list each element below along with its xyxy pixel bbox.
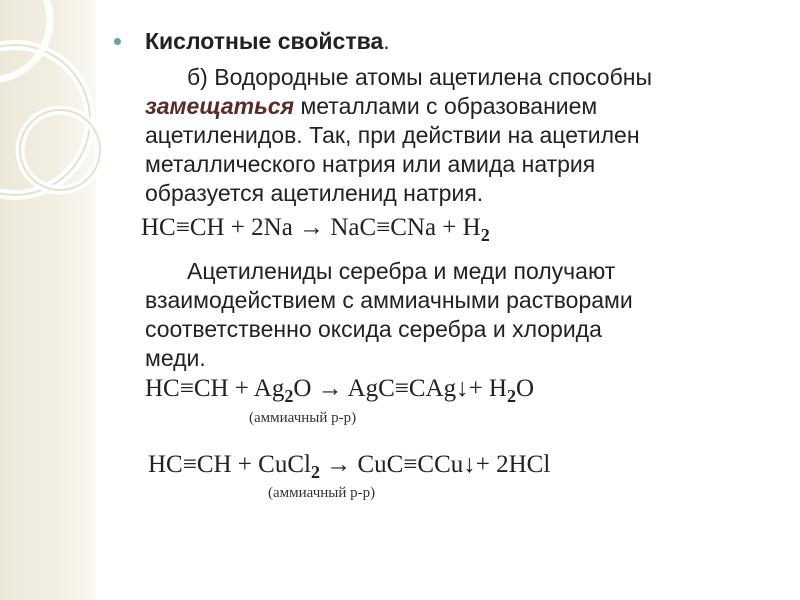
note-ammonia-2: (аммиачный р-р) [268,485,376,501]
equation-copper: HC≡CH + CuCl$_2$ → CuC≡CCu↓+ 2HCl [148,451,551,482]
para1-line5: образуется ацетиленид натрия. [145,180,484,206]
para2-line3: соответственно оксида серебра и хлорида [145,316,602,342]
equation-sodium: $HC\equiv CH + 2Na \to NaC\equiv CNa + H_2$ [141,214,490,245]
para2-line1: Ацетилениды серебра и меди получают [187,258,616,284]
para2-line4: меди. [145,345,206,371]
para1-line3: ацетиленидов. Так, при действии на ацетилен [145,122,640,148]
equation-silver: $HC\equiv CH + Ag_2O$ → AgC≡CAg↓+ $H_2O$ [145,375,535,406]
emphasized-word: замещаться [145,93,295,119]
note-ammonia-1: (аммиачный р-р) [249,410,357,426]
bullet-icon [114,38,121,45]
para1-line2: замещаться металлами с образованием [145,93,598,119]
decorative-rings [0,0,160,260]
para1-line4: металлического натрия или амида натрия [145,151,596,177]
para2-line2: взаимодействием с аммиачными растворами [145,287,633,313]
para1-line1: б) Водородные атомы ацетилена способны [187,64,652,90]
slide-heading: Кислотные свойства. [145,28,390,54]
